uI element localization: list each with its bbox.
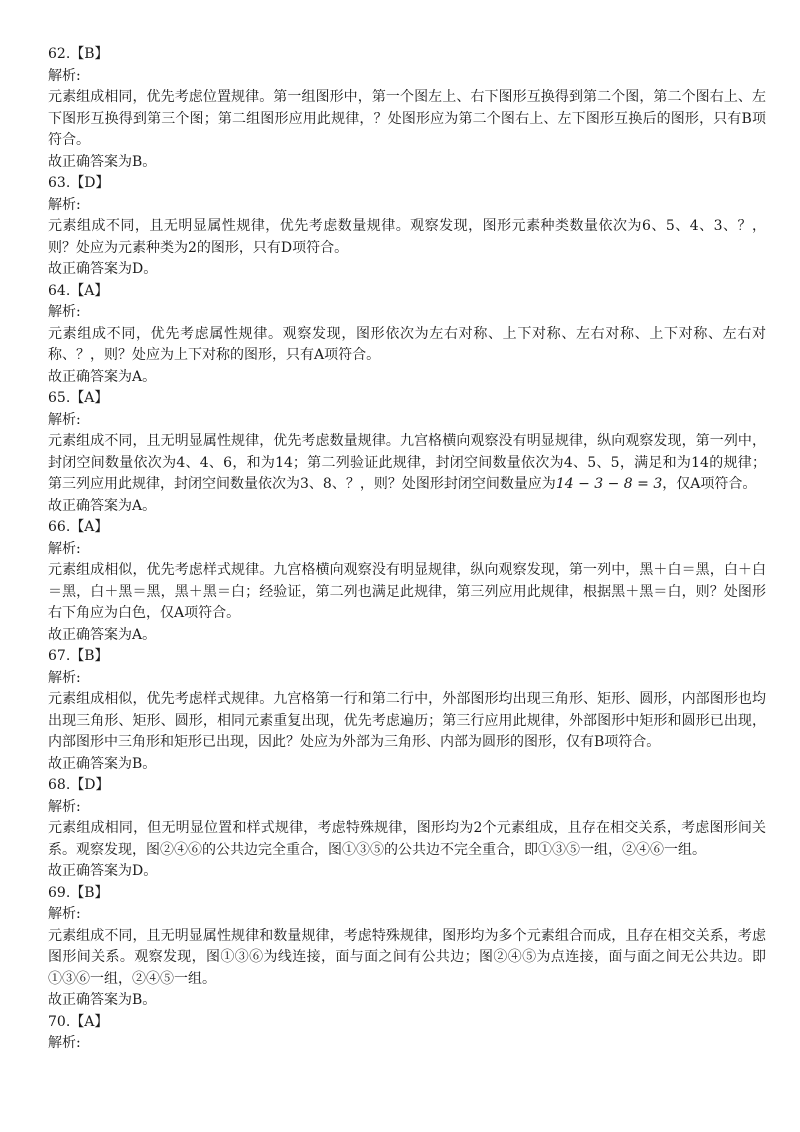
- item-69: [48, 883, 766, 1012]
- item-70: [48, 1012, 766, 1055]
- analysis-text: 元素组成相似，优先考虑样式规律。九宫格第一行和第二行中，外部图形均出现三角形、矩形、圆形，内部图形也均出现三角形、矩形、圆形，相同元素重复出现，优先考虑遍历；第三行应用此规律，外部图形中矩形和圆形已出现，内部图形中三角形和矩形已出现，因此？处应为外部为三角形、内部为圆形的图形，仅有B项符合。: [48, 691, 766, 750]
- answer-conclusion: 故正确答案为D。: [48, 261, 158, 277]
- analysis-label: 解析:: [48, 798, 81, 815]
- question-number: 62.【B】: [48, 46, 109, 62]
- item-67: [48, 646, 766, 775]
- analysis-label: 解析:: [48, 540, 81, 557]
- analysis-label: 解析:: [48, 196, 81, 213]
- answer-conclusion: 故正确答案为A。: [48, 497, 157, 514]
- analysis-text: 元素组成相同，但无明显位置和样式规律，考虑特殊规律，图形均为2个元素组成，且存在相交关系，考虑图形间关系。观察发现，图②④⑥的公共边完全重合，图①③⑤的公共边不完全重合，即①③⑤一组，②④⑥一组。: [48, 820, 766, 858]
- question-number: 67.【B】: [48, 648, 109, 664]
- analysis-label: 解析:: [48, 304, 81, 320]
- analysis-label: 解析:: [48, 1035, 81, 1051]
- question-number: 69.【B】: [48, 884, 109, 901]
- answer-conclusion: 故正确答案为D。: [48, 863, 158, 879]
- question-number: 70.【A】: [48, 1013, 109, 1030]
- analysis-label: 解析:: [48, 906, 81, 922]
- analysis-text: 元素组成不同，且无明显属性规律和数量规律，考虑特殊规律，图形均为多个元素组合而成，且存在相交关系，考虑图形间关系。观察发现，图①③⑥为线连接，面与面之间有公共边；图②④⑤为点连接，面与面之间无公共边。即①③⑥一组，②④⑤一组。: [48, 927, 766, 987]
- item-68: [48, 775, 766, 883]
- item-65: [48, 388, 766, 517]
- answer-conclusion: 故正确答案为B。: [48, 992, 157, 1008]
- analysis-text-main: 元素组成不同，且无明显属性规律，优先考虑数量规律。九宫格横向观察没有明显规律，纵向观察发现，第一列中，封闭空间数量依次为4、4、6，和为14；第二列验证此规律，封闭空间数量依次为4、5、5，满足和为14的规律；第三列应用此规律，封闭空间数量依次为3、8、？，则？处图形封闭空间数量应为: [48, 433, 766, 492]
- item-63: [48, 173, 766, 281]
- analysis-text: 元素组成相似，优先考虑样式规律。九宫格横向观察没有明显规律，纵向观察发现，第一列中，黑＋白＝黑，白＋白＝黑，白＋黑＝黑，黑＋黑＝白；经验证，第二列也满足此规律，第三列应用此规律，根据黑＋黑＝白，则？处图形右下角应为白色，仅A项符合。: [48, 562, 766, 621]
- analysis-text: 元素组成不同，优先考虑属性规律。观察发现，图形依次为左右对称、上下对称、左右对称、上下对称、左右对称、？，则？处应为上下对称的图形，只有A项符合。: [48, 325, 766, 363]
- analysis-text: 元素组成不同，且无明显属性规律，优先考虑数量规律。观察发现，图形元素种类数量依次为6、5、4、3、？，则？处应为元素种类为2的图形，只有D项符合。: [48, 218, 766, 256]
- analysis-label: 解析:: [48, 669, 81, 686]
- question-number: 66.【A】: [48, 519, 109, 535]
- item-66: [48, 517, 766, 646]
- analysis-text: [48, 431, 766, 496]
- analysis-text: 元素组成相同，优先考虑位置规律。第一组图形中，第一个图左上、右下图形互换得到第二个图，第二个图右上、左下图形互换得到第三个图；第二组图形应用此规律，？处图形应为第二个图右上、左下图形互换后的图形，只有B项符合。: [48, 89, 766, 148]
- answer-conclusion: 故正确答案为A。: [48, 368, 157, 385]
- question-number: 64.【A】: [48, 282, 109, 299]
- answer-conclusion: 故正确答案为B。: [48, 153, 157, 170]
- answer-conclusion: 故正确答案为B。: [48, 755, 157, 772]
- question-number: 68.【D】: [48, 777, 110, 793]
- math-expression: 14 − 3 − 8 = 3: [555, 476, 663, 492]
- question-number: 65.【A】: [48, 390, 109, 406]
- analysis-label: 解析:: [48, 411, 81, 428]
- analysis-text-tail: ，仅A项符合。: [662, 476, 757, 492]
- item-64: [48, 281, 766, 389]
- item-62: [48, 44, 766, 173]
- answer-analysis-document: [48, 44, 766, 1055]
- question-number: 63.【D】: [48, 175, 110, 191]
- answer-conclusion: 故正确答案为A。: [48, 626, 157, 643]
- analysis-label: 解析:: [48, 67, 81, 84]
